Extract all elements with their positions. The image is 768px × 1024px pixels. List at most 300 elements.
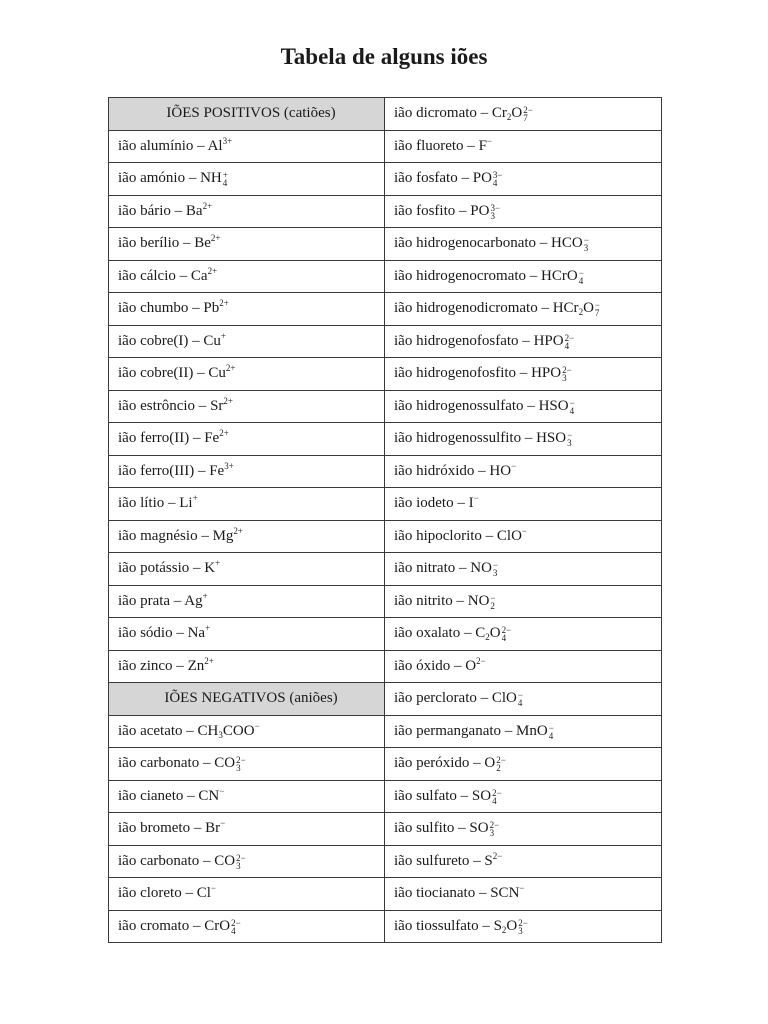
table-row — [109, 650, 662, 683]
table-row — [109, 553, 662, 586]
formula-subscript: 2 — [490, 600, 495, 611]
table-row — [109, 130, 662, 163]
ion-formula — [531, 365, 572, 384]
formula-charge-subscript — [570, 399, 575, 415]
ion-cell-right — [385, 390, 662, 423]
formula-charge: 3− — [490, 202, 501, 213]
ion-name: ião hidrogenossulfato – — [394, 397, 539, 414]
ion-name: ião sulfato – — [394, 787, 472, 804]
table-row — [109, 195, 662, 228]
formula-text: HPO — [531, 365, 562, 382]
formula-subscript: 4 — [569, 405, 575, 416]
formula-charge: 2− — [492, 787, 502, 798]
ion-cell-right — [385, 845, 662, 878]
table-row — [109, 488, 662, 521]
ion-formula — [534, 333, 575, 349]
ion-cell-left — [109, 358, 385, 391]
formula-text: Ca — [190, 267, 208, 284]
ion-name: ião hidrogenossulfito – — [394, 430, 537, 447]
formula-charge-subscript — [549, 724, 554, 740]
formula-charge: 2− — [489, 820, 500, 831]
table-row — [109, 163, 662, 196]
formula-subscript: 3 — [583, 243, 589, 254]
ion-formula — [469, 495, 479, 511]
formula-charge: − — [578, 267, 584, 278]
ion-formula — [541, 268, 584, 284]
table-row — [109, 618, 662, 651]
ion-formula — [188, 625, 211, 641]
formula-charge-subscript — [236, 854, 246, 870]
formula-text: C — [475, 625, 486, 642]
formula-subscript: 4 — [564, 340, 570, 351]
ion-name: ião oxalato – — [394, 625, 476, 642]
ion-cell-right — [385, 585, 662, 618]
ion-name: ião peróxido – — [394, 755, 485, 772]
formula-charge: − — [521, 525, 527, 536]
formula-text: HCr — [552, 300, 579, 317]
ion-cell-right — [385, 163, 662, 196]
ion-formula — [491, 105, 533, 124]
ion-formula — [472, 788, 502, 804]
table-row — [109, 358, 662, 391]
ion-name: ião hidróxido – — [394, 462, 490, 479]
ion-cell-left — [109, 780, 385, 813]
ion-cell-left — [109, 195, 385, 228]
ion-name: ião cobre(I) – — [118, 332, 204, 349]
formula-text: Fe — [209, 462, 225, 479]
formula-subscript: 2 — [578, 307, 584, 318]
formula-subscript: 4 — [492, 795, 497, 806]
ion-formula — [205, 820, 225, 836]
ion-name: ião ferro(II) – — [118, 430, 205, 447]
ion-name: ião tiocianato – — [394, 885, 491, 902]
formula-text: Zn — [187, 657, 205, 674]
formula-charge: 3+ — [222, 135, 233, 146]
ion-cell-right — [385, 423, 662, 456]
ion-formula — [468, 593, 496, 609]
formula-subscript: 4 — [222, 178, 228, 189]
ion-formula — [536, 430, 573, 449]
table-row — [109, 260, 662, 293]
formula-text: MnO — [516, 722, 548, 739]
formula-charge-subscript — [493, 171, 503, 187]
formula-text: ClO — [496, 527, 522, 544]
formula-charge: − — [473, 493, 479, 504]
ion-name: ião berílio – — [118, 235, 195, 252]
formula-subscript: 2 — [485, 632, 490, 643]
ion-cell-right — [385, 748, 662, 781]
table-row — [109, 683, 662, 716]
formula-subscript: 4 — [548, 730, 554, 741]
ion-name: ião carbonato – — [118, 852, 215, 869]
ion-formula — [212, 525, 243, 544]
ion-name: ião potássio – — [118, 560, 205, 577]
ion-cell-left — [109, 650, 385, 683]
formula-charge: − — [492, 560, 498, 571]
ion-formula — [197, 720, 260, 740]
ion-name: ião alumínio – — [118, 137, 208, 154]
formula-subscript: 3 — [489, 828, 495, 839]
ion-name: ião cobre(II) – — [118, 365, 209, 382]
ion-name: ião fosfato – — [394, 170, 473, 187]
formula-text: PO — [472, 170, 492, 187]
ion-cell-right — [385, 130, 662, 163]
ion-cell-right — [385, 228, 662, 261]
formula-text: Ag — [184, 592, 203, 609]
formula-charge: − — [594, 300, 600, 311]
formula-charge: − — [490, 592, 496, 603]
table-row — [109, 98, 662, 131]
ion-formula — [539, 398, 575, 414]
ion-formula — [200, 170, 228, 189]
ion-name: ião zinco – — [118, 657, 188, 674]
ion-name: ião sódio – — [118, 625, 188, 642]
formula-text: O — [506, 917, 518, 934]
ion-formula — [490, 885, 524, 901]
formula-text: O — [511, 105, 523, 122]
table-row — [109, 423, 662, 456]
ion-cell-right — [385, 650, 662, 683]
formula-charge-subscript — [231, 919, 241, 935]
ion-name: ião hidrogenocarbonato – — [394, 235, 552, 252]
formula-subscript: 3 — [236, 763, 241, 774]
ion-formula — [207, 135, 233, 154]
ion-formula — [204, 918, 240, 934]
formula-text: CrO — [204, 917, 231, 934]
formula-charge-subscript — [523, 106, 533, 122]
section-header-cell — [109, 683, 385, 716]
table-row — [109, 293, 662, 326]
formula-text: CO — [214, 755, 236, 772]
ion-formula — [489, 460, 517, 479]
ion-formula — [198, 785, 225, 804]
formula-text: NO — [467, 592, 490, 609]
formula-charge: − — [511, 460, 517, 471]
formula-subscript: 3 — [518, 925, 523, 936]
ion-cell-right — [385, 98, 662, 131]
formula-text: O — [583, 300, 594, 317]
formula-subscript: 3 — [567, 438, 572, 449]
ion-formula — [214, 755, 246, 774]
ion-cell-right — [385, 813, 662, 846]
ion-name: ião magnésio – — [118, 527, 213, 544]
formula-text: SO — [471, 787, 492, 804]
formula-charge: 2+ — [202, 200, 213, 211]
formula-charge: − — [567, 430, 573, 441]
formula-text: HSO — [538, 397, 569, 414]
formula-text: SCN — [490, 885, 520, 902]
formula-charge-subscript — [562, 366, 572, 382]
formula-text: HO — [489, 462, 512, 479]
formula-charge: 3+ — [224, 460, 234, 471]
ion-cell-left — [109, 845, 385, 878]
formula-subscript: 3 — [562, 373, 567, 384]
formula-text: Li — [179, 495, 193, 512]
formula-text: Br — [205, 820, 221, 837]
ion-name: ião carbonato – — [118, 755, 215, 772]
ion-cell-right — [385, 910, 662, 943]
formula-charge-subscript — [518, 691, 523, 707]
ion-name: ião sulfureto – — [394, 852, 485, 869]
formula-charge: − — [220, 818, 226, 829]
ion-cell-left — [109, 748, 385, 781]
ion-formula — [187, 655, 214, 674]
formula-charge: 2− — [236, 755, 246, 766]
formula-text: ClO — [491, 690, 517, 707]
formula-text: SO — [469, 820, 489, 837]
formula-text: Fe — [204, 430, 220, 447]
formula-charge: − — [519, 883, 525, 894]
formula-text: Sr — [210, 397, 224, 414]
ion-formula — [552, 300, 600, 319]
table-row — [109, 715, 662, 748]
formula-text: HPO — [533, 332, 564, 349]
formula-subscript: 3 — [218, 729, 223, 740]
formula-charge: 3− — [492, 170, 503, 181]
formula-subscript: 4 — [578, 275, 584, 286]
ion-formula — [465, 655, 486, 674]
ion-cell-right — [385, 780, 662, 813]
ion-name: ião cromato – — [118, 917, 205, 934]
ion-formula — [516, 723, 554, 739]
ion-name: ião lítio – — [118, 495, 180, 512]
ion-table — [108, 97, 662, 943]
formula-subscript: 7 — [594, 308, 600, 319]
formula-charge: 2+ — [225, 363, 236, 374]
ion-cell-right — [385, 455, 662, 488]
ion-formula — [179, 495, 197, 511]
ion-name: ião perclorato – — [394, 690, 492, 707]
ion-name: ião acetato – — [118, 722, 198, 739]
formula-charge: 2− — [518, 917, 528, 928]
formula-text: I — [468, 495, 474, 512]
formula-charge: − — [210, 883, 216, 894]
ion-formula — [203, 330, 226, 349]
ion-cell-left — [109, 715, 385, 748]
ion-cell-left — [109, 390, 385, 423]
table-row — [109, 228, 662, 261]
formula-charge: − — [254, 720, 260, 731]
table-row — [109, 878, 662, 911]
formula-text: Mg — [212, 527, 234, 544]
ion-cell-left — [109, 488, 385, 521]
ion-formula — [484, 850, 503, 869]
formula-charge-subscript — [493, 561, 498, 577]
formula-charge: 2+ — [207, 265, 218, 276]
ion-cell-right — [385, 618, 662, 651]
formula-subscript: 3 — [490, 210, 495, 221]
ion-cell-right — [385, 195, 662, 228]
formula-charge: 2− — [562, 365, 572, 376]
formula-subscript: 2 — [496, 763, 501, 774]
formula-charge: + — [205, 623, 211, 634]
ion-cell-left — [109, 293, 385, 326]
formula-text: HSO — [536, 430, 567, 447]
formula-charge: 2+ — [210, 233, 221, 244]
ion-name: ião hidrogenofosfito – — [394, 365, 532, 382]
formula-text: NO — [470, 560, 492, 577]
ion-formula — [197, 885, 216, 901]
formula-text: Be — [194, 235, 211, 252]
ion-formula — [472, 170, 503, 189]
ion-cell-left — [109, 325, 385, 358]
formula-subscript: 7 — [523, 113, 528, 124]
ion-cell-left — [109, 910, 385, 943]
formula-charge: + — [202, 590, 208, 601]
ion-cell-right — [385, 520, 662, 553]
formula-charge: + — [220, 330, 226, 341]
ion-formula — [204, 560, 220, 576]
ion-formula — [190, 265, 218, 284]
ion-cell-left — [109, 618, 385, 651]
formula-charge-subscript — [502, 626, 512, 642]
ion-cell-right — [385, 488, 662, 521]
ion-formula — [491, 690, 523, 709]
formula-subscript: 4 — [492, 178, 498, 189]
ion-cell-left — [109, 423, 385, 456]
table-row — [109, 780, 662, 813]
formula-charge: − — [517, 690, 523, 701]
formula-text: Cl — [196, 885, 211, 902]
formula-text: CO — [214, 852, 236, 869]
table-row — [109, 585, 662, 618]
ion-cell-right — [385, 878, 662, 911]
ion-formula — [551, 235, 589, 254]
section-header-label: IÕES POSITIVOS (catiões) — [166, 105, 336, 122]
formula-charge-subscript — [595, 301, 600, 317]
ion-formula — [469, 820, 500, 839]
ion-name: ião estrôncio – — [118, 397, 211, 414]
formula-charge-subscript — [565, 334, 575, 350]
table-row — [109, 455, 662, 488]
table-row — [109, 748, 662, 781]
ion-name: ião brometo – — [118, 820, 206, 837]
ion-formula — [470, 560, 498, 579]
ion-cell-left — [109, 553, 385, 586]
formula-charge: 2− — [231, 917, 241, 928]
formula-text: K — [204, 560, 216, 577]
ion-formula — [204, 430, 229, 446]
table-row — [109, 845, 662, 878]
ion-name: ião nitrito – — [394, 592, 468, 609]
ion-cell-left — [109, 130, 385, 163]
formula-text: Na — [187, 625, 206, 642]
formula-subscript: 4 — [517, 698, 523, 709]
formula-subscript: 2 — [501, 924, 507, 935]
formula-text: CH — [197, 722, 219, 739]
formula-text: HCO — [551, 235, 583, 252]
formula-text: Cr — [491, 105, 507, 122]
formula-charge: 2− — [501, 625, 512, 636]
ion-name: ião hipoclorito – — [394, 527, 497, 544]
formula-text: O — [489, 625, 501, 642]
formula-subscript: 4 — [501, 633, 507, 644]
ion-cell-right — [385, 553, 662, 586]
ion-name: ião iodeto – — [394, 495, 469, 512]
formula-text: COO — [222, 722, 255, 739]
formula-text: PO — [470, 202, 490, 219]
formula-charge: 2− — [564, 332, 575, 343]
formula-charge: 2+ — [219, 298, 229, 309]
formula-charge: − — [548, 722, 554, 733]
formula-charge: + — [222, 170, 228, 181]
formula-charge-subscript — [490, 204, 500, 220]
ion-formula — [203, 300, 228, 316]
section-header-cell — [109, 98, 385, 131]
formula-charge-subscript — [223, 171, 228, 187]
ion-name: ião óxido – — [394, 657, 466, 674]
ion-formula — [478, 135, 492, 154]
ion-formula — [475, 625, 512, 644]
table-row — [109, 813, 662, 846]
ion-formula — [185, 200, 213, 219]
ion-name: ião sulfito – — [394, 820, 470, 837]
ion-cell-left — [109, 260, 385, 293]
ion-cell-left — [109, 813, 385, 846]
formula-text: Cu — [203, 332, 221, 349]
ion-cell-right — [385, 683, 662, 716]
ion-formula — [494, 918, 528, 934]
ion-name: ião hidrogenofosfato – — [394, 332, 534, 349]
table-row — [109, 520, 662, 553]
table-row — [109, 390, 662, 423]
formula-subscript: 3 — [492, 568, 498, 579]
ion-name: ião tiossulfato – — [394, 917, 494, 934]
ion-formula — [484, 755, 506, 774]
ion-cell-left — [109, 878, 385, 911]
ion-cell-right — [385, 715, 662, 748]
formula-charge: 2− — [523, 105, 533, 116]
ion-formula — [208, 365, 235, 381]
ion-formula — [214, 853, 245, 869]
ion-cell-left — [109, 228, 385, 261]
formula-charge: 2− — [496, 755, 506, 766]
ion-name: ião bário – — [118, 202, 186, 219]
ion-name: ião chumbo – — [118, 300, 204, 317]
ion-name: ião nitrato – — [394, 560, 471, 577]
formula-text: O — [465, 657, 477, 674]
ion-cell-right — [385, 325, 662, 358]
formula-charge-subscript — [496, 756, 506, 772]
formula-charge: + — [192, 493, 198, 504]
formula-charge-subscript — [490, 594, 495, 610]
formula-subscript: 4 — [231, 925, 236, 936]
table-row — [109, 325, 662, 358]
ion-table-body — [109, 98, 662, 943]
ion-name: ião permanganato – — [394, 722, 517, 739]
formula-text: F — [478, 137, 487, 154]
formula-charge: 2+ — [233, 525, 243, 536]
formula-text: NH — [200, 170, 222, 187]
formula-text: Ba — [185, 202, 203, 219]
page-title: Tabela de alguns iões — [280, 44, 488, 69]
formula-charge-subscript — [518, 919, 528, 935]
formula-charge-subscript — [567, 431, 572, 447]
ion-formula — [194, 235, 220, 251]
formula-text: CN — [198, 787, 220, 804]
ion-cell-left — [109, 455, 385, 488]
ion-cell-left — [109, 520, 385, 553]
formula-charge: − — [569, 397, 575, 408]
ion-cell-right — [385, 260, 662, 293]
ion-name: ião fosfito – — [394, 202, 471, 219]
ion-formula — [210, 395, 233, 414]
ion-formula — [184, 590, 208, 609]
ion-name: ião cálcio – — [118, 267, 191, 284]
formula-charge: 2+ — [223, 395, 233, 406]
formula-charge: 2+ — [219, 428, 229, 439]
table-row — [109, 910, 662, 943]
